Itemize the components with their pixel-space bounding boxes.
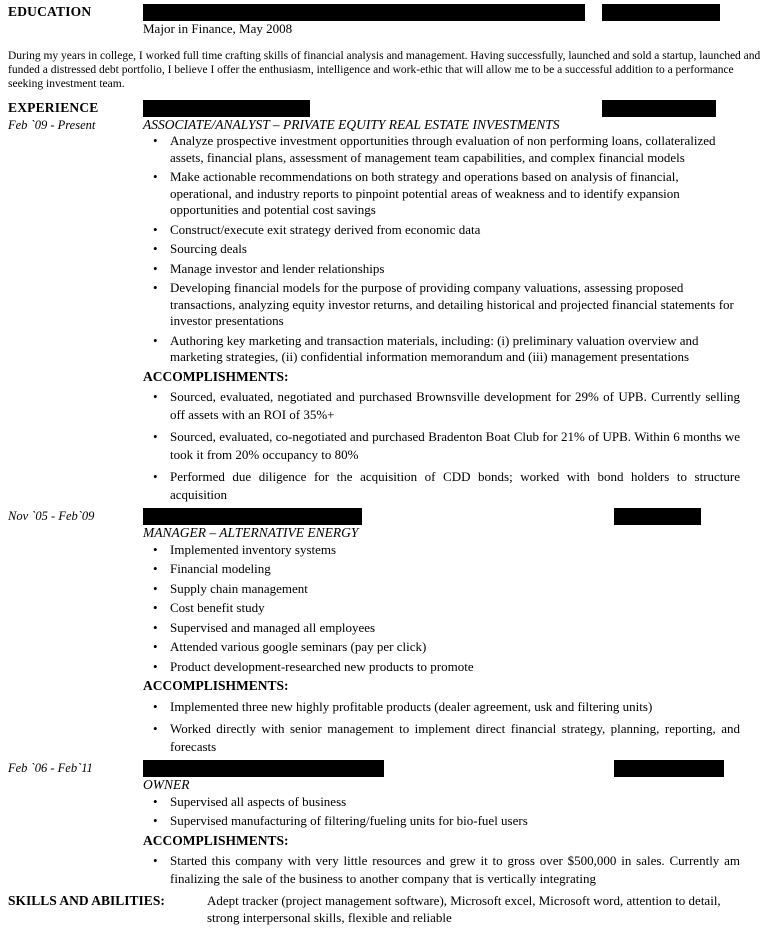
job-body <box>143 133 768 508</box>
redaction-bar <box>143 508 362 525</box>
accomplishment-item: • Sourced, evaluated, co-negotiated and purchased Bradenton Boat Club for 21% of UPB. Within 6 months we took it from 20% occupancy to 80% <box>143 428 740 463</box>
duty-item: • Implemented inventory systems <box>143 542 740 559</box>
duty-item: • Supply chain management <box>143 581 740 598</box>
accomplishments-heading: ACCOMPLISHMENTS: <box>143 368 289 384</box>
job-body-row <box>8 133 768 508</box>
duty-list <box>143 542 740 676</box>
duty-item: • Cost benefit study <box>143 600 740 617</box>
accomplishment-item: • Sourced, evaluated, negotiated and purchased Brownsville development for 29% of UPB. Currently selling off assets with an ROI of 35%+ <box>143 388 740 423</box>
duty-item: • Supervised and managed all employees <box>143 620 740 637</box>
duty-item: • Product development-researched new products to promote <box>143 659 740 676</box>
job-body <box>143 542 768 761</box>
section-heading-education: EDUCATION <box>8 4 92 19</box>
duty-item: • Financial modeling <box>143 561 740 578</box>
experience-header-row <box>8 100 768 117</box>
job-dates: Nov `05 - Feb`09 <box>8 509 95 523</box>
education-degree-row <box>8 21 768 38</box>
job-body-row <box>8 794 768 893</box>
section-heading-experience: EXPERIENCE <box>8 99 99 115</box>
skills-row <box>8 893 768 926</box>
job-body-row <box>8 542 768 761</box>
job-body <box>143 794 768 893</box>
redaction-bar <box>614 760 724 777</box>
section-heading-skills: SKILLS AND ABILITIES: <box>8 893 165 908</box>
accomplishment-list <box>143 698 740 756</box>
job-title: OWNER <box>143 777 190 792</box>
skills-text: Adept tracker (project management software), Microsoft excel, Microsoft word, attention to detail, strong interpersonal skills, flexible and reliable <box>207 893 721 925</box>
duty-item: • Supervised all aspects of business <box>143 794 740 811</box>
accomplishment-list <box>143 388 740 503</box>
education-header-row <box>8 4 768 21</box>
accomplishments-heading: ACCOMPLISHMENTS: <box>143 832 289 848</box>
job-title: MANAGER – ALTERNATIVE ENERGY <box>143 525 359 540</box>
duty-list <box>143 794 740 830</box>
job-dates: Feb `06 - Feb`11 <box>8 761 93 775</box>
duty-item: • Attended various google seminars (pay per click) <box>143 639 740 656</box>
accomplishment-item: • Performed due diligence for the acquisition of CDD bonds; worked with bond holders to structure acquisition <box>143 468 740 503</box>
redaction-bar <box>143 760 384 777</box>
degree-line: Major in Finance, May 2008 <box>143 21 293 36</box>
duty-item: • Sourcing deals <box>143 241 740 258</box>
job-title-row <box>8 777 768 794</box>
redaction-bar <box>614 508 701 525</box>
accomplishment-item: • Implemented three new highly profitable products (dealer agreement, usk and filtering units) <box>143 698 740 716</box>
job-header-row <box>8 760 768 777</box>
redaction-bar <box>602 4 720 21</box>
accomplishment-list <box>143 852 740 887</box>
redaction-bar <box>602 100 716 117</box>
accomplishments-heading: ACCOMPLISHMENTS: <box>143 678 289 693</box>
duty-item: • Developing financial models for the purpose of providing company valuations, assessing proposed transactions, analyzing equity investor returns, and detailing historical and projected financial statements for investor presentations <box>143 280 740 330</box>
duty-item: • Construct/execute exit strategy derived from economic data <box>143 222 740 239</box>
accomplishment-item: • Started this company with very little resources and grew it to gross over $500,000 in sales. Currently am finalizing the sale of the business to another company that is vertically integrating <box>143 852 740 887</box>
redaction-bar <box>143 100 310 117</box>
duty-item: • Make actionable recommendations on both strategy and operations based on analysis of financial, operational, and industry reports to pinpoint potential areas of weakness and to identify expansion opportunities and potential cost savings <box>143 169 740 219</box>
job-title-row <box>8 525 768 542</box>
duty-item: • Manage investor and lender relationships <box>143 261 740 278</box>
duty-item: • Analyze prospective investment opportunities through evaluation of non performing loans, collateralized assets, financial plans, assessment of management team capabilities, and complex financial models <box>143 133 740 166</box>
duty-item: • Authoring key marketing and transaction materials, including: (i) preliminary valuation overview and marketing strategies, (ii) confidential information memorandum and (iii) management presentations <box>143 333 740 366</box>
summary-paragraph: During my years in college, I worked full time crafting skills of financial analysis and management. Having successfully, launched and sold a startup, launched and funded a distressed debt portfolio, I believe I offer the enthusiasm, intelligence and work-ethic that will allow me to be a successful addition to a performance seeking investment team. <box>8 49 761 90</box>
redaction-bar <box>143 4 585 21</box>
job-header-row <box>8 508 768 525</box>
job-title-row <box>8 117 768 134</box>
duty-list <box>143 133 740 366</box>
duty-item: • Supervised manufacturing of filtering/fueling units for bio-fuel users <box>143 813 740 830</box>
job-dates: Feb `09 - Present <box>8 117 96 132</box>
job-title: ASSOCIATE/ANALYST – PRIVATE EQUITY REAL ESTATE INVESTMENTS <box>143 116 560 132</box>
accomplishment-item: • Worked directly with senior management to implement direct financial strategy, planning, reporting, and forecasts <box>143 720 740 755</box>
